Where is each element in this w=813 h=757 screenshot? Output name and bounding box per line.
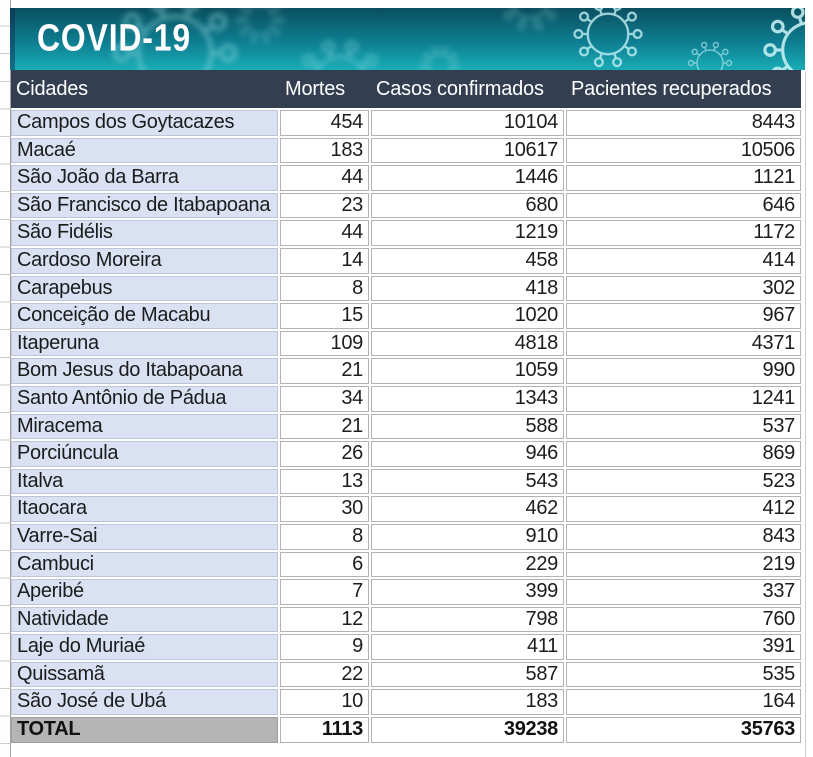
- total-recovered-cell[interactable]: 35763: [566, 717, 801, 743]
- recovered-cell[interactable]: 219: [566, 552, 801, 578]
- city-cell[interactable]: Cambuci: [11, 552, 278, 578]
- deaths-cell[interactable]: 26: [280, 441, 369, 467]
- cases-cell[interactable]: 183: [371, 689, 564, 715]
- table-row: [11, 496, 801, 522]
- deaths-cell[interactable]: 44: [280, 220, 369, 246]
- table-row: [11, 110, 801, 136]
- sheet-gridline-margin: [0, 0, 11, 757]
- deaths-cell[interactable]: 21: [280, 414, 369, 440]
- cases-cell[interactable]: 680: [371, 193, 564, 219]
- table-row: [11, 138, 801, 164]
- deaths-cell[interactable]: 183: [280, 138, 369, 164]
- deaths-cell[interactable]: 22: [280, 662, 369, 688]
- column-header-mortes[interactable]: Mortes: [285, 77, 345, 100]
- total-deaths-cell[interactable]: 1113: [280, 717, 369, 743]
- recovered-cell[interactable]: 523: [566, 469, 801, 495]
- recovered-cell[interactable]: 537: [566, 414, 801, 440]
- table-row: [11, 524, 801, 550]
- table-row: [11, 386, 801, 412]
- cases-cell[interactable]: 1020: [371, 303, 564, 329]
- table-row: [11, 331, 801, 357]
- table-row: [11, 689, 801, 715]
- cases-cell[interactable]: 1219: [371, 220, 564, 246]
- city-cell[interactable]: São Francisco de Itabapoana: [11, 193, 278, 219]
- cases-cell[interactable]: 588: [371, 414, 564, 440]
- city-cell[interactable]: Italva: [11, 469, 278, 495]
- recovered-cell[interactable]: 164: [566, 689, 801, 715]
- deaths-cell[interactable]: 21: [280, 358, 369, 384]
- table-row: [11, 193, 801, 219]
- recovered-cell[interactable]: 535: [566, 662, 801, 688]
- cases-cell[interactable]: 1446: [371, 165, 564, 191]
- total-city-cell[interactable]: TOTAL: [11, 717, 278, 743]
- deaths-cell[interactable]: 12: [280, 607, 369, 633]
- recovered-cell[interactable]: 412: [566, 496, 801, 522]
- column-header-casos-confirmados[interactable]: Casos confirmados: [376, 77, 544, 100]
- deaths-cell[interactable]: 9: [280, 634, 369, 660]
- table-row: [11, 220, 801, 246]
- recovered-cell[interactable]: 646: [566, 193, 801, 219]
- city-cell[interactable]: Cardoso Moreira: [11, 248, 278, 274]
- table-row: [11, 579, 801, 605]
- deaths-cell[interactable]: 14: [280, 248, 369, 274]
- deaths-cell[interactable]: 109: [280, 331, 369, 357]
- cases-cell[interactable]: 1343: [371, 386, 564, 412]
- city-cell[interactable]: Macaé: [11, 138, 278, 164]
- table-row: [11, 165, 801, 191]
- city-cell[interactable]: Carapebus: [11, 276, 278, 302]
- cases-cell[interactable]: 10617: [371, 138, 564, 164]
- recovered-cell[interactable]: 1172: [566, 220, 801, 246]
- city-cell[interactable]: Varre-Sai: [11, 524, 278, 550]
- city-cell[interactable]: São João da Barra: [11, 165, 278, 191]
- table-row: [11, 552, 801, 578]
- city-cell[interactable]: Laje do Muriaé: [11, 634, 278, 660]
- deaths-cell[interactable]: 34: [280, 386, 369, 412]
- column-header-pacientes-recuperados[interactable]: Pacientes recuperados: [571, 77, 772, 100]
- city-cell[interactable]: Aperibé: [11, 579, 278, 605]
- city-cell[interactable]: São José de Ubá: [11, 689, 278, 715]
- cases-cell[interactable]: 543: [371, 469, 564, 495]
- deaths-cell[interactable]: 8: [280, 524, 369, 550]
- deaths-cell[interactable]: 23: [280, 193, 369, 219]
- deaths-cell[interactable]: 6: [280, 552, 369, 578]
- table-row: [11, 607, 801, 633]
- city-cell[interactable]: Itaocara: [11, 496, 278, 522]
- deaths-cell[interactable]: 7: [280, 579, 369, 605]
- table-row: [11, 441, 801, 467]
- recovered-cell[interactable]: 843: [566, 524, 801, 550]
- total-row: [11, 717, 801, 743]
- recovered-cell[interactable]: 391: [566, 634, 801, 660]
- deaths-cell[interactable]: 8: [280, 276, 369, 302]
- city-cell[interactable]: Natividade: [11, 607, 278, 633]
- city-cell[interactable]: Quissamã: [11, 662, 278, 688]
- deaths-cell[interactable]: 13: [280, 469, 369, 495]
- table-row: [11, 248, 801, 274]
- table-row: [11, 634, 801, 660]
- cases-cell[interactable]: 946: [371, 441, 564, 467]
- table-row: [11, 414, 801, 440]
- cases-cell[interactable]: 462: [371, 496, 564, 522]
- column-header-row: [11, 70, 801, 108]
- city-cell[interactable]: Santo Antônio de Pádua: [11, 386, 278, 412]
- city-cell[interactable]: Itaperuna: [11, 331, 278, 357]
- cases-cell[interactable]: 411: [371, 634, 564, 660]
- cases-cell[interactable]: 910: [371, 524, 564, 550]
- cases-cell[interactable]: 458: [371, 248, 564, 274]
- city-cell[interactable]: Miracema: [11, 414, 278, 440]
- recovered-cell[interactable]: 8443: [566, 110, 801, 136]
- city-cell[interactable]: Porciúncula: [11, 441, 278, 467]
- deaths-cell[interactable]: 30: [280, 496, 369, 522]
- recovered-cell[interactable]: 302: [566, 276, 801, 302]
- city-cell[interactable]: São Fidélis: [11, 220, 278, 246]
- recovered-cell[interactable]: 414: [566, 248, 801, 274]
- cases-cell[interactable]: 798: [371, 607, 564, 633]
- city-cell[interactable]: Conceição de Macabu: [11, 303, 278, 329]
- banner-title: COVID-19: [37, 17, 191, 60]
- total-cases-cell[interactable]: 39238: [371, 717, 564, 743]
- cases-cell[interactable]: 587: [371, 662, 564, 688]
- recovered-cell[interactable]: 4371: [566, 331, 801, 357]
- cases-cell[interactable]: 4818: [371, 331, 564, 357]
- cases-cell[interactable]: 10104: [371, 110, 564, 136]
- recovered-cell[interactable]: 1241: [566, 386, 801, 412]
- cases-cell[interactable]: 418: [371, 276, 564, 302]
- sheet-gridline-right: [805, 72, 806, 757]
- city-cell[interactable]: Campos dos Goytacazes: [11, 110, 278, 136]
- recovered-cell[interactable]: 990: [566, 358, 801, 384]
- table-row: [11, 469, 801, 495]
- deaths-cell[interactable]: 15: [280, 303, 369, 329]
- recovered-cell[interactable]: 760: [566, 607, 801, 633]
- deaths-cell[interactable]: 10: [280, 689, 369, 715]
- deaths-cell[interactable]: 44: [280, 165, 369, 191]
- table-row: [11, 276, 801, 302]
- recovered-cell[interactable]: 1121: [566, 165, 801, 191]
- recovered-cell[interactable]: 10506: [566, 138, 801, 164]
- column-header-cidades[interactable]: Cidades: [16, 77, 88, 100]
- data-table: [11, 108, 801, 745]
- table-row: [11, 303, 801, 329]
- cases-cell[interactable]: 399: [371, 579, 564, 605]
- covid-banner: [10, 8, 805, 70]
- deaths-cell[interactable]: 454: [280, 110, 369, 136]
- table-row: [11, 358, 801, 384]
- city-cell[interactable]: Bom Jesus do Itabapoana: [11, 358, 278, 384]
- recovered-cell[interactable]: 337: [566, 579, 801, 605]
- recovered-cell[interactable]: 967: [566, 303, 801, 329]
- cases-cell[interactable]: 229: [371, 552, 564, 578]
- cases-cell[interactable]: 1059: [371, 358, 564, 384]
- recovered-cell[interactable]: 869: [566, 441, 801, 467]
- table-row: [11, 662, 801, 688]
